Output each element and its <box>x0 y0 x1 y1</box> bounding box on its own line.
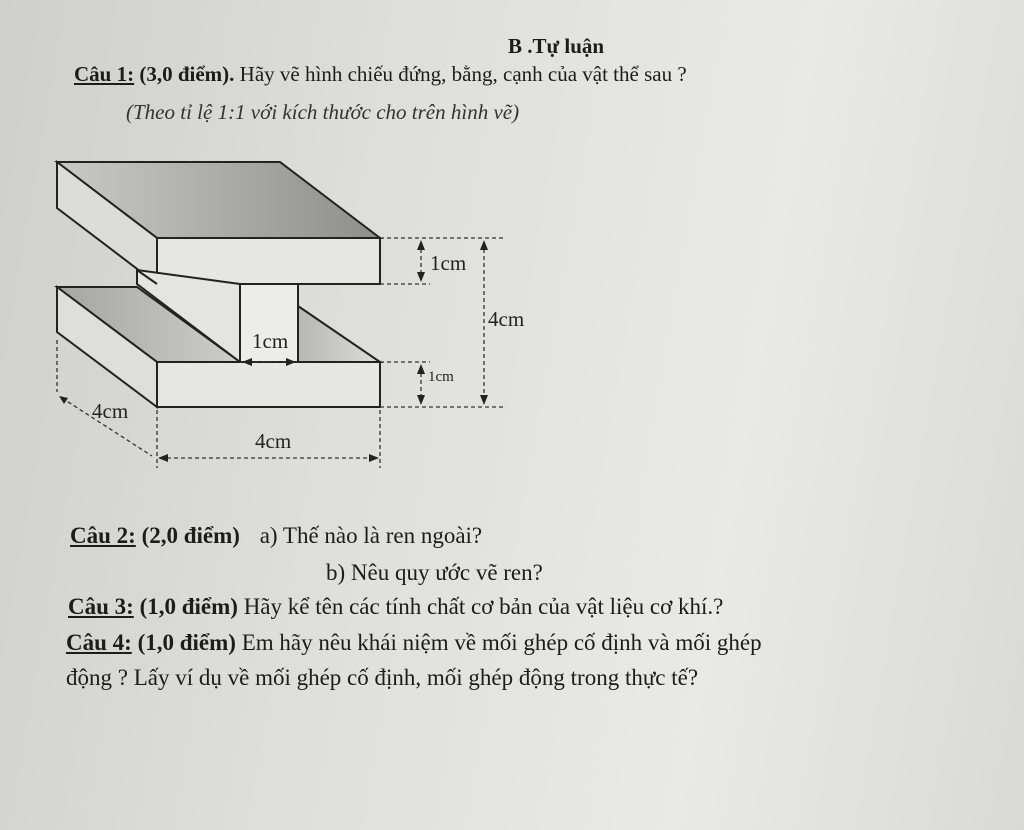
question-2-label: Câu 2: <box>70 523 136 548</box>
question-4-points: (1,0 điểm) <box>137 630 236 655</box>
object-body <box>57 162 380 407</box>
question-1-points: (3,0 điểm). <box>139 62 235 86</box>
section-title: B .Tự luận <box>508 34 605 58</box>
question-1-label: Câu 1: <box>74 62 135 86</box>
dim-label-4cm-width: 4cm <box>255 429 292 453</box>
dim-label-4cm-depth: 4cm <box>92 399 129 423</box>
dim-label-4cm-height: 4cm <box>488 307 525 331</box>
question-2-part-b: b) Nêu quy ước vẽ ren? <box>326 560 543 585</box>
dim-label-1cm-top: 1cm <box>430 251 467 275</box>
question-2-points: (2,0 điểm) <box>141 523 240 548</box>
question-4-text-continued: động ? Lấy ví dụ về mối ghép cố định, mối ghép động trong thực tế? <box>66 665 699 690</box>
isometric-figure <box>40 150 560 490</box>
question-1 <box>74 62 687 87</box>
question-3 <box>68 594 723 620</box>
dim-label-1cm-bottom: 1cm <box>428 369 454 385</box>
question-4-text: Em hãy nêu khái niệm về mối ghép cố định và mối ghép <box>241 630 762 655</box>
dim-label-1cm-middle: 1cm <box>252 329 289 353</box>
question-3-text: Hãy kể tên các tính chất cơ bản của vật liệu cơ khí.? <box>243 594 724 619</box>
question-3-label: Câu 3: <box>68 594 134 619</box>
question-1-note: (Theo tỉ lệ 1:1 với kích thước cho trên hình vẽ) <box>126 100 520 124</box>
question-2-part-a: a) Thế nào là ren ngoài? <box>259 523 483 548</box>
question-4 <box>66 630 762 656</box>
bottom-flange-top-right <box>298 306 380 362</box>
question-3-points: (1,0 điểm) <box>139 594 238 619</box>
question-4-label: Câu 4: <box>66 630 132 655</box>
question-1-text: Hãy vẽ hình chiếu đứng, bằng, cạnh của vật thể sau ? <box>239 62 687 86</box>
bottom-flange-front-face <box>157 362 380 407</box>
question-2 <box>70 523 482 549</box>
